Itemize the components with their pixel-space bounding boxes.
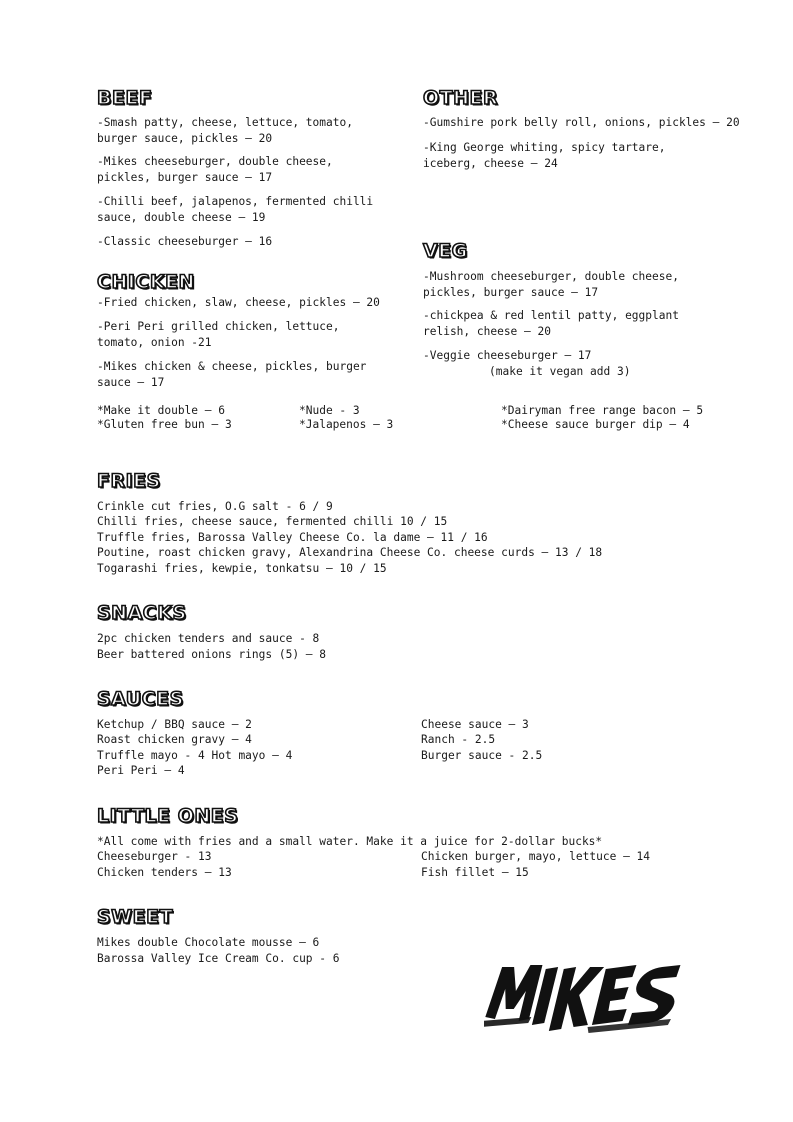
sauce-item: Peri Peri – 4 [97, 764, 185, 777]
mikes-logo [484, 945, 704, 1045]
sauces-heading: SAUCES [97, 688, 184, 710]
fries-heading: FRIES [97, 470, 161, 492]
little-ones-item: Chicken tenders – 13 [97, 866, 232, 879]
chicken-heading: CHICKEN [97, 271, 195, 293]
extra-bacon: *Dairyman free range bacon – 5 [501, 404, 704, 417]
extra-gluten-free: *Gluten free bun – 3 [97, 418, 232, 431]
veg-item-mushroom: -Mushroom cheeseburger, double cheese, pickles, burger sauce – 17 [423, 270, 679, 299]
sauce-item: Roast chicken gravy – 4 [97, 733, 252, 746]
sweet-heading: SWEET [97, 906, 174, 928]
veg-heading: VEG [423, 240, 468, 262]
snacks-item: Beer battered onions rings (5) – 8 [97, 648, 327, 661]
fries-item: Chilli fries, cheese sauce, fermented chilli 10 / 15 [97, 515, 448, 528]
snacks-heading: SNACKS [97, 602, 187, 624]
chicken-item-peri: -Peri Peri grilled chicken, lettuce, tomato, onion -21 [97, 320, 340, 349]
beef-item-chilli: -Chilli beef, jalapenos, fermented chilli sauce, double cheese – 19 [97, 195, 374, 224]
little-ones-item: Fish fillet – 15 [421, 866, 529, 879]
sweet-item: Mikes double Chocolate mousse – 6 [97, 936, 320, 949]
fries-item: Truffle fries, Barossa Valley Cheese Co. la dame – 11 / 16 [97, 531, 488, 544]
sweet-item: Barossa Valley Ice Cream Co. cup - 6 [97, 952, 340, 965]
sauce-item: Ranch - 2.5 [421, 733, 496, 746]
extra-nude: *Nude - 3 [299, 404, 360, 417]
little-ones-item: Chicken burger, mayo, lettuce – 14 [421, 850, 651, 863]
other-item-pork: -Gumshire pork belly roll, onions, pickles – 20 [423, 116, 740, 129]
sauce-item: Truffle mayo - 4 Hot mayo – 4 [97, 749, 293, 762]
little-ones-note: *All come with fries and a small water. Make it a juice for 2-dollar bucks* [97, 835, 603, 848]
sauce-item: Ketchup / BBQ sauce – 2 [97, 718, 252, 731]
veg-vegan-note: (make it vegan add 3) [489, 365, 631, 378]
sauce-item: Cheese sauce – 3 [421, 718, 529, 731]
extra-jalapenos: *Jalapenos – 3 [299, 418, 394, 431]
beef-heading: BEEF [97, 87, 153, 109]
extra-cheese-dip: *Cheese sauce burger dip – 4 [501, 418, 690, 431]
other-item-whiting: -King George whiting, spicy tartare, iceberg, cheese – 24 [423, 141, 666, 170]
veg-item-chickpea: -chickpea & red lentil patty, eggplant relish, cheese – 20 [423, 309, 679, 338]
other-heading: OTHER [423, 87, 499, 109]
beef-item-smash: -Smash patty, cheese, lettuce, tomato, burger sauce, pickles – 20 [97, 116, 353, 145]
chicken-item-mikes: -Mikes chicken & cheese, pickles, burger sauce – 17 [97, 360, 367, 389]
extra-double: *Make it double – 6 [97, 404, 225, 417]
beef-item-classic: -Classic cheeseburger – 16 [97, 235, 273, 248]
little-ones-item: Cheeseburger - 13 [97, 850, 212, 863]
veg-item-veggie: -Veggie cheeseburger – 17 [423, 349, 592, 362]
snacks-item: 2pc chicken tenders and sauce - 8 [97, 632, 320, 645]
beef-item-mikes: -Mikes cheeseburger, double cheese, pickles, burger sauce – 17 [97, 155, 333, 184]
chicken-item-fried: -Fried chicken, slaw, cheese, pickles – 20 [97, 296, 380, 309]
sauce-item: Burger sauce - 2.5 [421, 749, 543, 762]
little-ones-heading: LITTLE ONES [97, 805, 239, 827]
fries-item: Poutine, roast chicken gravy, Alexandrina Cheese Co. cheese curds – 13 / 18 [97, 546, 603, 559]
fries-item: Crinkle cut fries, O.G salt - 6 / 9 [97, 500, 333, 513]
fries-item: Togarashi fries, kewpie, tonkatsu – 10 / 15 [97, 562, 387, 575]
